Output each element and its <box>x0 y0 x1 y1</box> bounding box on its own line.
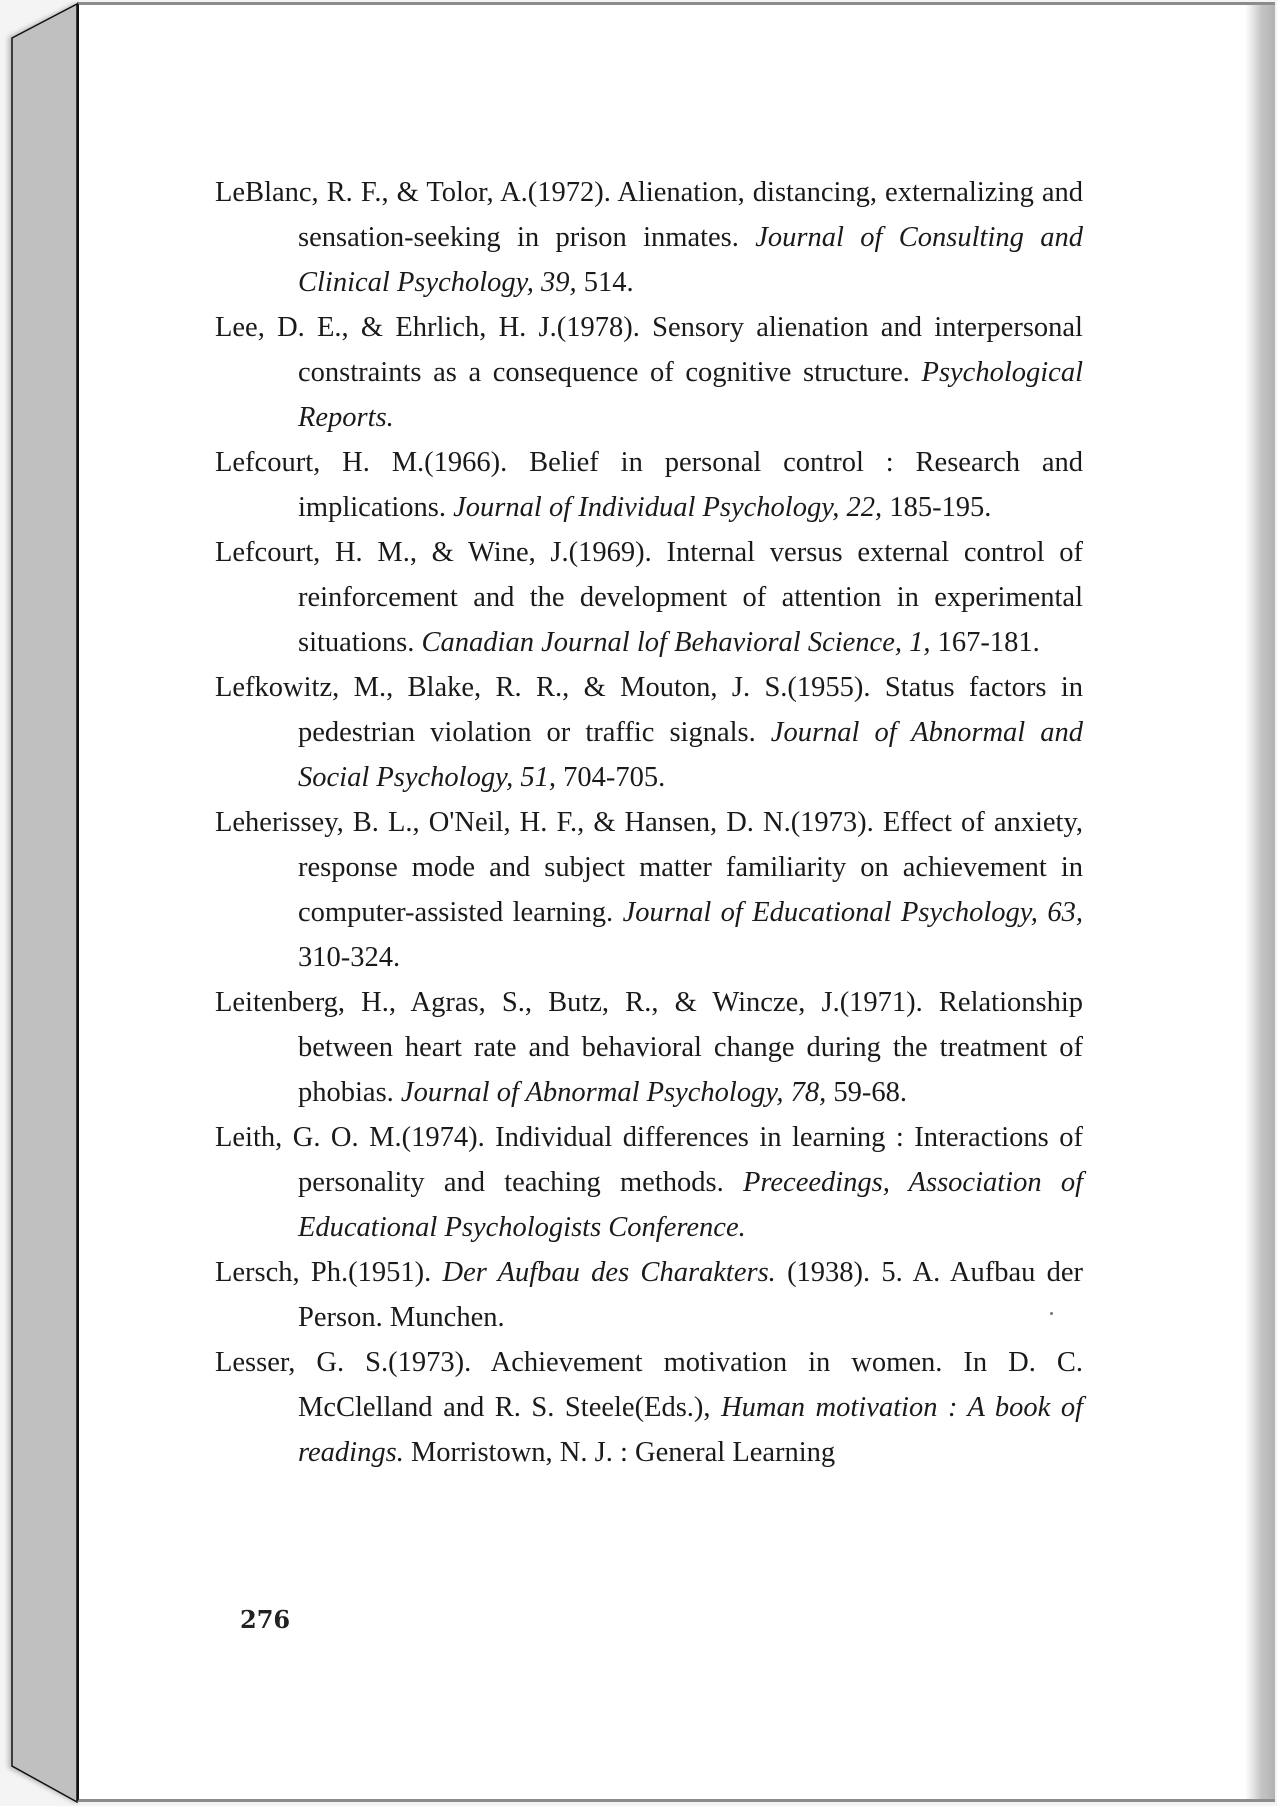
reference-source: Psychological Reports. <box>298 357 1083 433</box>
reference-pages: 59-68. <box>826 1077 908 1108</box>
reference-source: Der Aufbau des Charakters. <box>442 1257 776 1288</box>
reference-title: Status factors in pedestrian violation or traffic signals. <box>298 672 1083 748</box>
reference-authors: Lesser, G. S.(1973). <box>215 1347 472 1378</box>
reference-source: Journal of Abnormal Psychology, 78, <box>400 1077 827 1108</box>
reference-authors: Lersch, Ph.(1951). <box>215 1257 432 1288</box>
reference-authors: Lefcourt, H. M.(1966). <box>215 447 508 478</box>
reference-title: Alienation, distancing, externalizing and sensation-seeking in prison inmates. <box>298 177 1083 253</box>
reference-title: Effect of anxiety, response mode and subject matter familiarity on achievement in computer-assisted learning. <box>298 807 1083 928</box>
reference-authors: Lefkowitz, M., Blake, R. R., & Mouton, J. S.(1955). <box>215 672 871 703</box>
reference-authors: Leitenberg, H., Agras, S., Butz, R., & Wincze, J.(1971). <box>215 987 923 1018</box>
reference-source: Journal of Consulting and Clinical Psychology, 39, <box>298 222 1083 298</box>
reference-entry <box>215 1115 1083 1250</box>
reference-title: Relationship between heart rate and behavioral change during the treatment of phobias. <box>298 987 1083 1108</box>
reference-pages: (1938). 5. A. Aufbau der Person. Munchen. <box>298 1257 1084 1333</box>
reference-title: Individual differences in learning : Interactions of personality and teaching methods. <box>298 1122 1083 1198</box>
book-spine <box>0 0 80 1806</box>
reference-source: Journal of Abnormal and Social Psychology, 51, <box>298 717 1083 793</box>
reference-source: Journal of Individual Psychology, 22, <box>453 492 883 523</box>
reference-source: Journal of Educational Psychology, 63, <box>622 897 1083 928</box>
reference-authors: Lee, D. E., & Ehrlich, H. J.(1978). <box>215 312 640 343</box>
reference-entry <box>215 800 1083 980</box>
reference-entry <box>215 1250 1083 1340</box>
reference-title: Achievement motivation in women. In D. C. McClelland and R. S. Steele(Eds.), <box>298 1347 1083 1423</box>
reference-source: Human motivation : A book of readings. <box>298 1392 1083 1468</box>
reference-entry <box>215 530 1083 665</box>
reference-title <box>431 1257 442 1288</box>
page-number: 276 <box>240 1605 291 1634</box>
reference-title: Sensory alienation and interpersonal constraints as a consequence of cognitive structure. <box>298 312 1083 388</box>
reference-entry <box>215 170 1083 305</box>
reference-pages: 514. <box>576 267 634 298</box>
reference-entry <box>215 1340 1083 1475</box>
reference-authors: Lefcourt, H. M., & Wine, J.(1969). <box>215 537 652 568</box>
reference-entry <box>215 440 1083 530</box>
reference-authors: Leith, G. O. M.(1974). <box>215 1122 485 1153</box>
reference-pages: Morristown, N. J. : General Learning <box>403 1437 836 1468</box>
reference-source: Preceedings, Association of Educational Psychologists Conference. <box>298 1167 1083 1243</box>
reference-title: Belief in personal control : Research and implications. <box>298 447 1084 523</box>
reference-entry <box>215 305 1083 440</box>
reference-pages: 310-324. <box>298 942 401 973</box>
reference-authors: Leherissey, B. L., O'Neil, H. F., & Hansen, D. N.(1973). <box>215 807 874 838</box>
reference-pages: 167-181. <box>930 627 1040 658</box>
reference-authors: LeBlanc, R. F., & Tolor, A.(1972). <box>215 177 611 208</box>
reference-list <box>215 170 1083 1475</box>
reference-pages: 185-195. <box>882 492 992 523</box>
reference-title: Internal versus external control of reinforcement and the development of attention in experimental situations. <box>298 537 1083 658</box>
scan-artifact-dot <box>1050 1312 1053 1315</box>
reference-entry <box>215 980 1083 1115</box>
reference-entry <box>215 665 1083 800</box>
page-edge-shadow <box>1245 5 1275 1799</box>
reference-pages: 704-705. <box>556 762 666 793</box>
reference-source: Canadian Journal lof Behavioral Science, 1, <box>421 627 931 658</box>
